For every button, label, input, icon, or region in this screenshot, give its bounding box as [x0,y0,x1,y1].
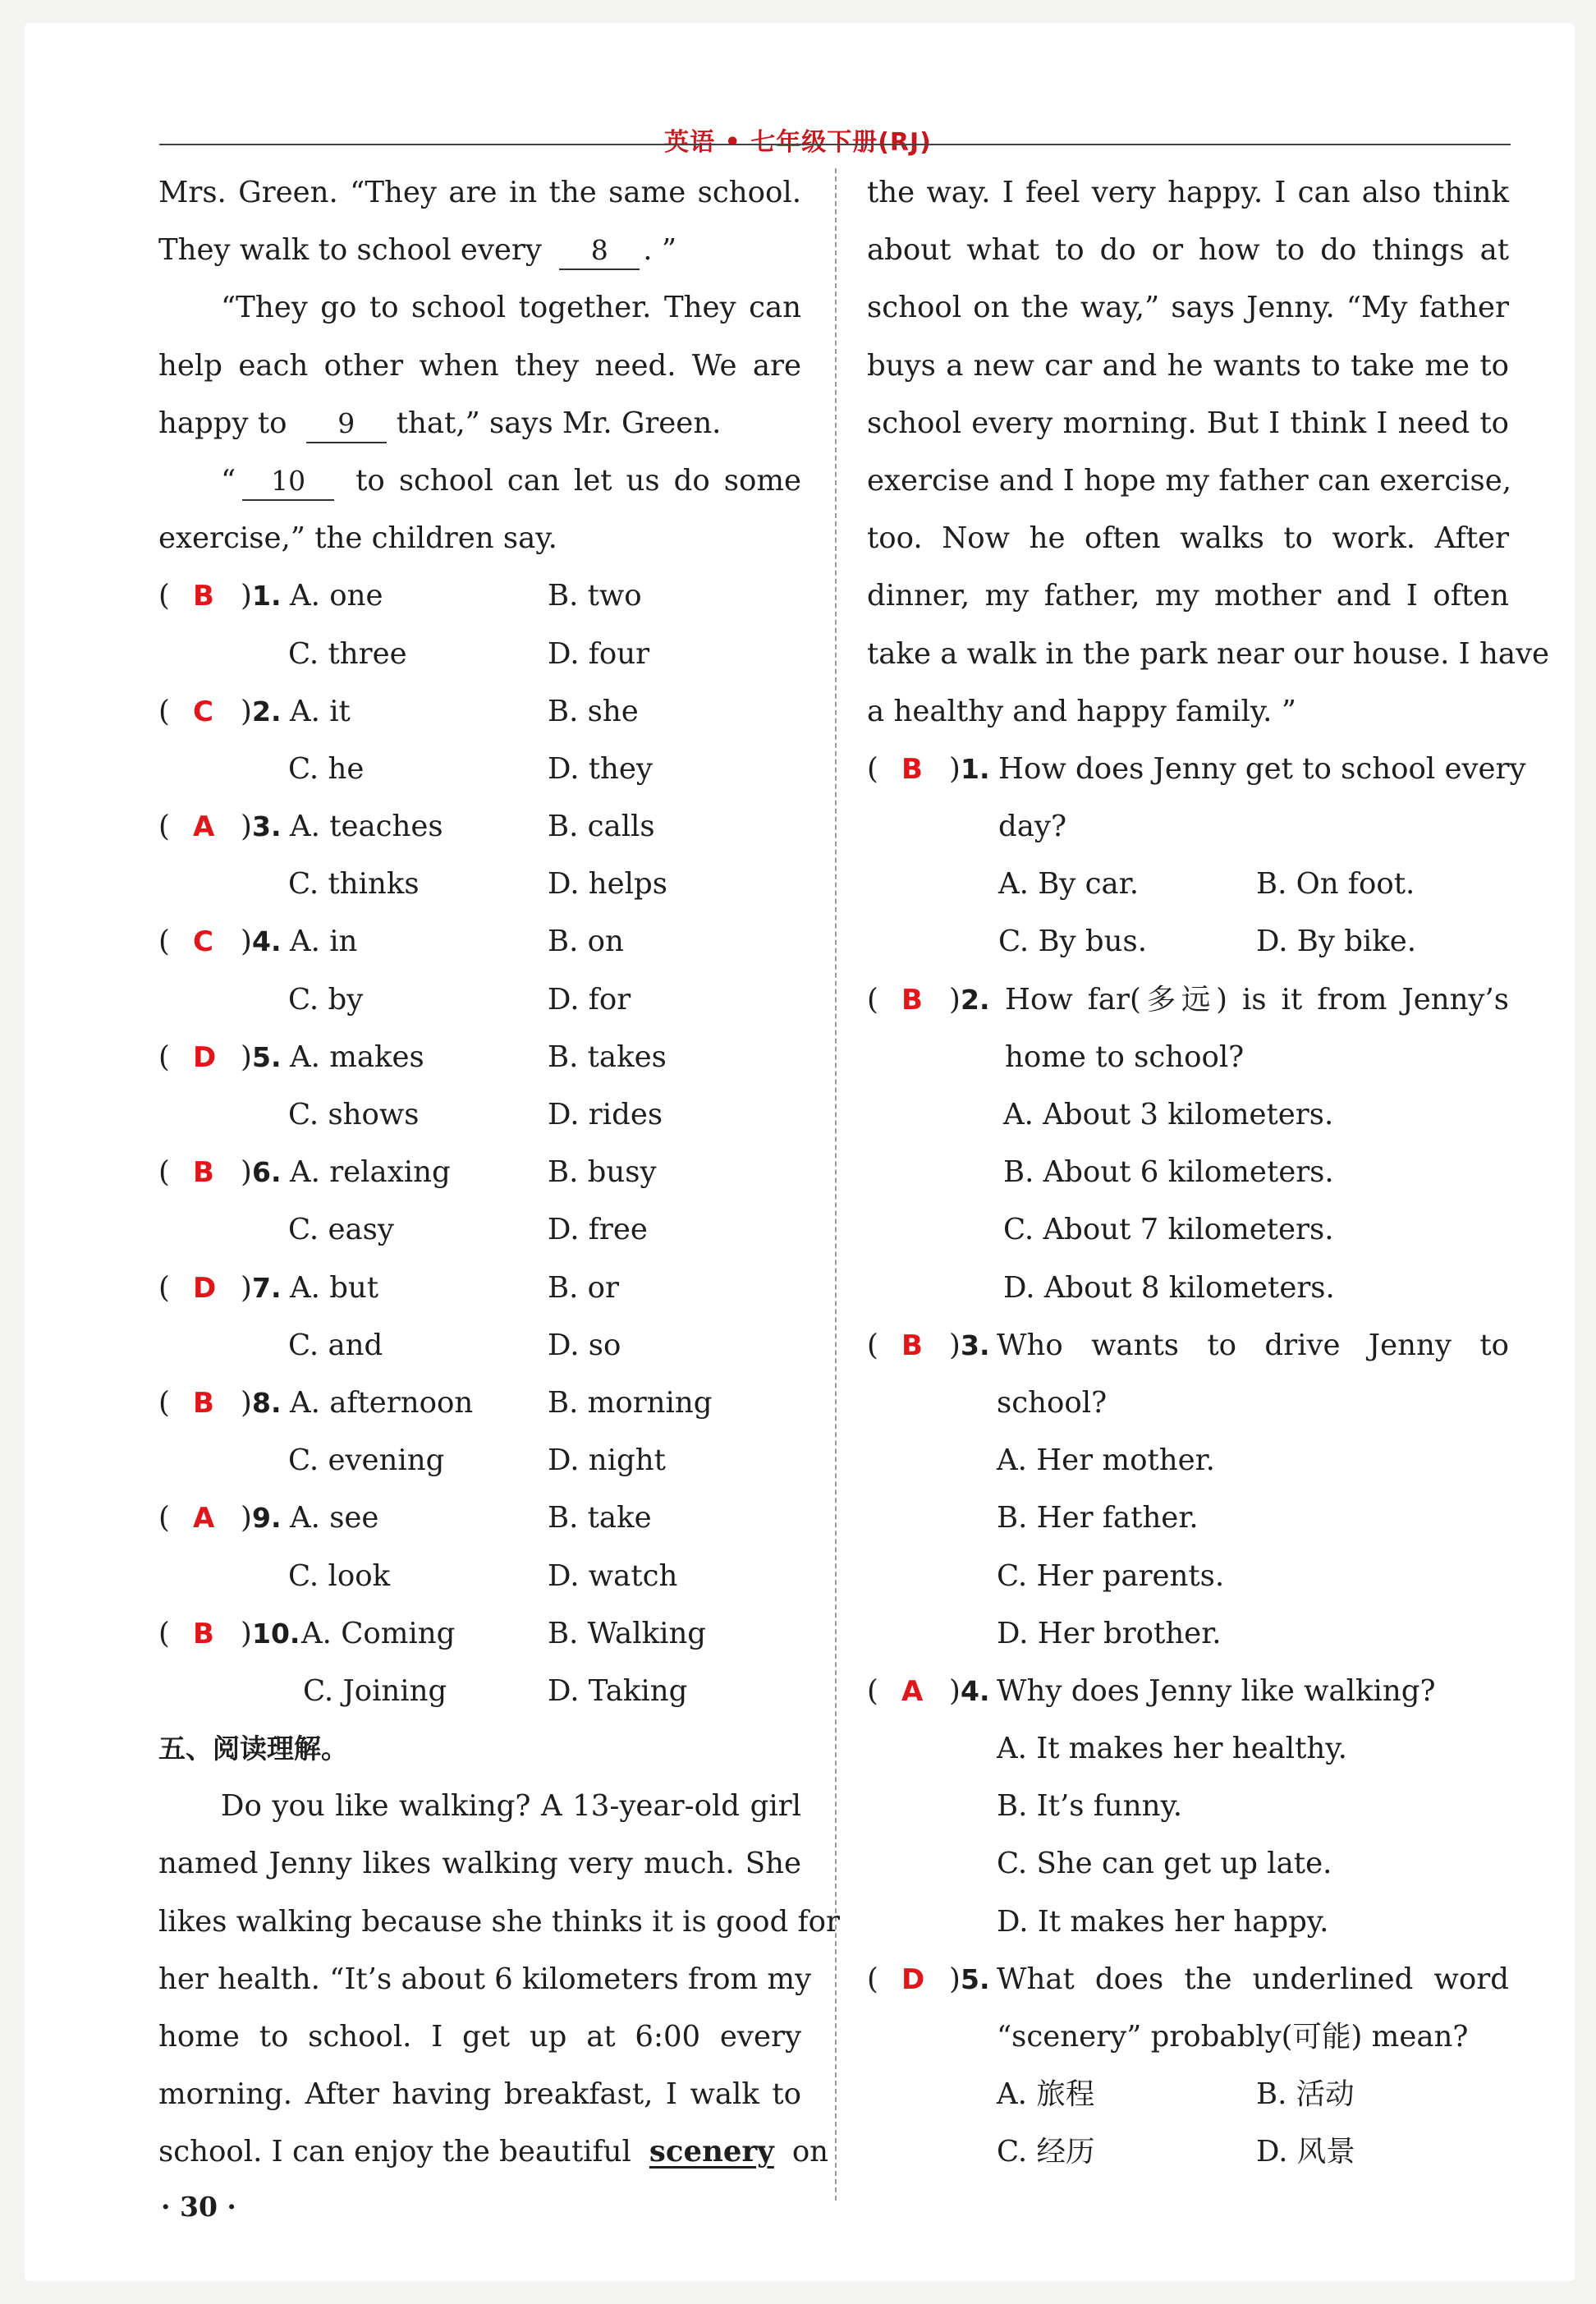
cloze-row-7b [158,1317,801,1375]
answer-mark: B [193,580,214,613]
option: A. Her mother. [997,1443,1215,1478]
question-stem: home to school? [1005,1040,1245,1074]
option-row [867,1489,1509,1547]
page-number: · 30 · [161,2191,236,2223]
cloze-row-3: ( A ) 3. A. teaches B. calls [158,798,801,856]
question-stem-line [867,1375,1509,1432]
cloze-row-5b [158,1086,801,1144]
option-row [867,1835,1509,1893]
option: B. or [548,1270,619,1305]
passage-line: exercise,” the children say. [158,521,557,556]
blank-8: 8 [559,232,640,270]
question-4: ( A ) 4. Why does Jenny like walking? [867,1663,1509,1720]
passage-text: to school can let us do some [355,463,801,498]
reading-text: on [791,2135,829,2169]
option: C. Her parents. [997,1558,1225,1593]
option: C. and [288,1328,383,1362]
option: D. helps [548,867,667,902]
option: B. Walking [548,1616,707,1650]
option: B. morning [548,1385,713,1420]
cloze-row-8: ( B ) 8. A. afternoon B. morning [158,1375,801,1432]
passage-line: “ 10 to school can let us do some [158,452,801,510]
option: C. thinks [288,867,420,902]
question-3: ( B ) 3. Who wants to drive Jenny to [867,1317,1509,1375]
question-1: ( B ) 1. How does Jenny get to school every [867,741,1509,798]
option-row [867,1893,1509,1951]
reading-line: take a walk in the park near our house. I have [867,636,1550,671]
option: A. but [290,1270,379,1305]
option: C. She can get up late. [997,1847,1332,1881]
option: B. On foot. [1256,867,1415,902]
cloze-row-10b [158,1663,801,1720]
option-row [867,1260,1509,1317]
answer-mark: B [901,1329,923,1362]
option-row [867,1201,1509,1259]
question-stem: “scenery” probably(可能) mean? [997,2020,1469,2054]
option-row [867,1605,1509,1663]
option: A. About 3 kilometers. [1003,1098,1334,1131]
option-row [867,1548,1509,1605]
option-row [867,2123,1509,2181]
option: C. Joining [303,1673,447,1708]
passage-line: Mrs. Green. “They are in the same school. [158,176,801,209]
cloze-row-7: ( D ) 7. A. but B. or [158,1260,801,1317]
answer-mark: A [193,810,215,844]
reading-line: too. Now he often walks to work. After [867,521,1509,556]
right-column [867,164,1550,2182]
option: A. see [290,1501,379,1535]
option: D. About 8 kilometers. [1003,1270,1335,1305]
question-stem: Why does Jenny like walking? [997,1673,1436,1708]
passage-line [158,395,801,452]
option: D. for [548,982,631,1017]
option: A. Coming [301,1616,456,1650]
answer-mark: C [193,925,213,959]
question-stem: How does Jenny get to school every [998,751,1526,786]
answer-mark: A [193,1502,215,1535]
option: A. it [290,694,351,728]
cloze-row-3b [158,856,801,913]
reading-line: named Jenny likes walking very much. She [158,1847,801,1881]
cloze-row-1: ( B ) 1. A. one B. two [158,567,801,625]
option: D. By bike. [1256,925,1417,959]
option-row [867,1432,1509,1489]
reading-line: about what to do or how to do things at [867,233,1509,268]
option: B. busy [548,1155,657,1190]
reading-line: Do you like walking? A 13-year-old girl [221,1789,801,1824]
option: B. two [548,579,642,613]
option-row [867,2066,1509,2123]
option: B. take [548,1501,652,1535]
passage-text: happy to [158,406,287,440]
option: B. she [548,694,639,728]
cloze-row-1b [158,626,801,683]
passage-line: They walk to school every 8 . ” [158,222,801,279]
option: A. teaches [290,810,443,844]
question-stem: school? [997,1385,1108,1420]
option: A. By car. [998,867,1140,902]
option: D. free [548,1213,648,1247]
option-row [867,856,1509,913]
question-stem: What does the underlined word [997,1962,1509,1996]
question-stem: How far(多远) is it from Jenny’s [1005,982,1509,1017]
option: D. watch [548,1558,678,1593]
option: D. 风景 [1256,2135,1355,2169]
option: B. It’s funny. [997,1789,1183,1824]
question-stem: Who wants to drive Jenny to [997,1328,1509,1362]
option: D. four [548,636,650,671]
option: A. relaxing [290,1155,451,1190]
question-stem-line [867,1029,1509,1086]
reading-line: her health. “It’s about 6 kilometers from my [158,1962,812,1996]
option: D. It makes her happy. [997,1904,1329,1939]
column-divider [835,168,837,2201]
cloze-row-8b [158,1432,801,1489]
cloze-row-6b [158,1201,801,1259]
answer-mark: A [901,1674,924,1708]
answer-mark: B [193,1156,214,1190]
reading-line: morning. After having breakfast, I walk to [158,2077,801,2112]
option: B. 活动 [1256,2077,1355,2112]
underlined-word: scenery [649,2135,774,2169]
cloze-row-2b [158,741,801,798]
reading-line: the way. I feel very happy. I can also think [867,176,1509,209]
option: C. he [288,751,365,786]
option: C. 经历 [997,2135,1095,2169]
answer-mark: B [901,983,923,1017]
option: B. calls [548,810,655,844]
option: A. one [290,579,383,613]
option: B. About 6 kilometers. [1003,1155,1334,1190]
passage-line: “They go to school together. They can [221,291,801,325]
option-row [867,1778,1509,1835]
reading-line: school every morning. But I think I need to [867,406,1509,440]
option: C. easy [288,1213,394,1247]
cloze-row-4: ( C ) 4. A. in B. on [158,913,801,971]
option: C. shows [288,1098,420,1131]
passage-text: that,” says Mr. Green. [396,406,722,440]
cloze-row-5: ( D ) 5. A. makes B. takes [158,1029,801,1086]
option: D. rides [548,1098,663,1131]
option: C. By bus. [998,925,1147,959]
answer-mark: C [193,695,213,728]
answer-mark: D [193,1040,217,1074]
option: D. night [548,1443,666,1478]
option: C. About 7 kilometers. [1003,1213,1334,1247]
option: D. they [548,751,653,786]
answer-mark: B [901,752,923,786]
option: C. three [288,636,407,671]
option: B. Her father. [997,1501,1199,1535]
option: D. Her brother. [997,1616,1222,1650]
page-header: 英语 • 七年级下册(RJ) [664,128,932,157]
reading-line: a healthy and happy family. ” [867,694,1296,728]
option: A. makes [290,1040,424,1074]
reading-line: dinner, my father, my mother and I often [867,579,1509,613]
answer-mark: D [901,1962,925,1996]
option: D. Taking [548,1673,688,1708]
cloze-list [158,567,801,1720]
cloze-row-6: ( B ) 6. A. relaxing B. busy [158,1144,801,1201]
option-row [867,1086,1509,1144]
reading-text: school. I can enjoy the beautiful [158,2135,631,2169]
cloze-row-9b [158,1548,801,1605]
passage-text: They walk to school every [158,233,542,268]
header-rule [159,144,1511,145]
answer-mark: B [193,1617,214,1650]
option: A. It makes her healthy. [997,1732,1347,1766]
question-stem: day? [998,810,1066,844]
question-5: ( D ) 5. What does the underlined word [867,1951,1509,2008]
cloze-row-4b [158,971,801,1029]
blank-9: 9 [306,406,387,443]
option: C. evening [288,1443,445,1478]
question-stem-line [867,798,1509,856]
option: A. afternoon [290,1385,474,1420]
option-row [867,1720,1509,1778]
option-row [867,1144,1509,1201]
option: A. in [290,925,358,959]
left-column [158,164,840,2182]
answer-mark: D [193,1271,217,1305]
question-2: ( B ) 2. How far(多远) is it from Jenny’s [867,971,1509,1029]
option: B. on [548,925,624,959]
reading-line: buys a new car and he wants to take me to [867,348,1509,383]
option-row [867,913,1509,971]
option: C. by [288,982,364,1017]
reading-line: home to school. I get up at 6:00 every [158,2020,801,2054]
cloze-row-10: ( B ) 10. A. Coming B. Walking [158,1605,801,1663]
reading-line: school on the way,” says Jenny. “My father [867,291,1509,325]
cloze-row-2: ( C ) 2. A. it B. she [158,683,801,741]
option: C. look [288,1558,391,1593]
reading-line: likes walking because she thinks it is good for [158,1904,840,1939]
answer-mark: B [193,1386,214,1420]
passage-line: help each other when they need. We are [158,348,801,383]
cloze-row-9: ( A ) 9. A. see B. take [158,1489,801,1547]
option: D. so [548,1328,621,1362]
reading-line: exercise and I hope my father can exercise, [867,463,1512,498]
blank-10: 10 [242,463,334,501]
section-title: 五、阅读理解。 [158,1733,348,1765]
option: B. takes [548,1040,667,1074]
reading-line [158,2123,829,2181]
question-stem-line [867,2008,1509,2066]
option: A. 旅程 [997,2077,1095,2112]
